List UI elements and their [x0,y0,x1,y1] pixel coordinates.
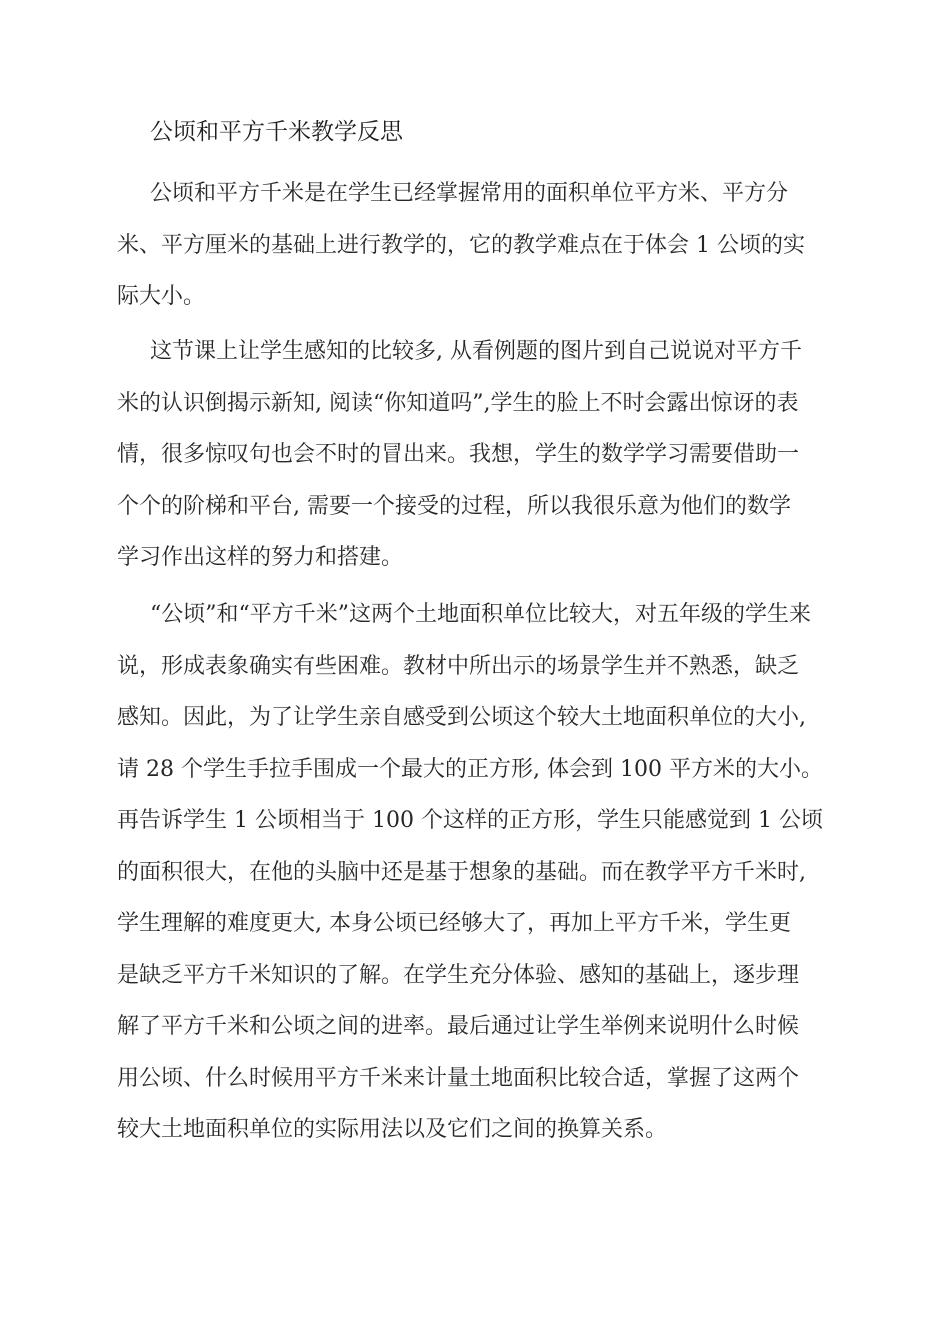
paragraph-1 [117,168,847,323]
paragraph-2 [117,326,847,584]
paragraph-line: 请 28 个学生手拉手围成一个最大的正方形, 体会到 100 平方米的大小。 [117,756,823,782]
paragraph-line: 的面积很大，在他的头脑中还是基于想象的基础。而在教学平方千米时, [117,859,806,885]
paragraph-line: 感知。因此，为了让学生亲自感受到公顷这个较大土地面积单位的大小, [117,705,806,730]
paragraph-line: 这节课上让学生感知的比较多, 从看例题的图片到自己说说对平方千 [150,339,802,364]
paragraph-line: 米的认识倒揭示新知, 阅读“你知道吗”,学生的脸上不时会露出惊讶的表 [117,390,799,416]
paragraph-line: 是缺乏平方千米知识的了解。在学生充分体验、感知的基础上，逐步理 [117,962,800,988]
paragraph-line: 米、平方厘米的基础上进行教学的，它的教学难点在于体会 1 公顷的实 [117,232,805,258]
paragraph-line: 个个的阶梯和平台, 需要一个接受的过程，所以我很乐意为他们的数学 [117,493,791,519]
paragraph-3 [117,589,847,1156]
paragraph-line: 情，很多惊叹句也会不时的冒出来。我想，学生的数学学习需要借助一 [117,442,800,467]
paragraph-line: 学生理解的难度更大, 本身公顷已经够大了，再加上平方千米，学生更 [117,911,791,936]
paragraph-line: 再告诉学生 1 公顷相当于 100 个这样的正方形，学生只能感觉到 1 公顷 [117,808,823,833]
paragraph-line: 学习作出这样的努力和搭建。 [117,545,404,570]
document-title: 公顷和平方千米教学反思 [150,119,403,145]
paragraph-line: 用公顷、什么时候用平方千米来计量土地面积比较合适，掌握了这两个 [117,1065,800,1091]
paragraph-line: 解了平方千米和公顷之间的进率。最后通过让学生举例来说明什么时候 [117,1014,800,1039]
paragraph-line: 较大土地面积单位的实际用法以及它们之间的换算关系。 [117,1117,668,1142]
paragraph-line: 说，形成表象确实有些困难。教材中所出示的场景学生并不熟悉，缺乏 [117,653,800,679]
paragraph-line: “公顷”和“平方千米”这两个土地面积单位比较大，对五年级的学生来 [150,602,811,627]
paragraph-line: 公顷和平方千米是在学生已经掌握常用的面积单位平方米、平方分 [150,181,789,206]
paragraph-line: 际大小。 [117,284,206,309]
